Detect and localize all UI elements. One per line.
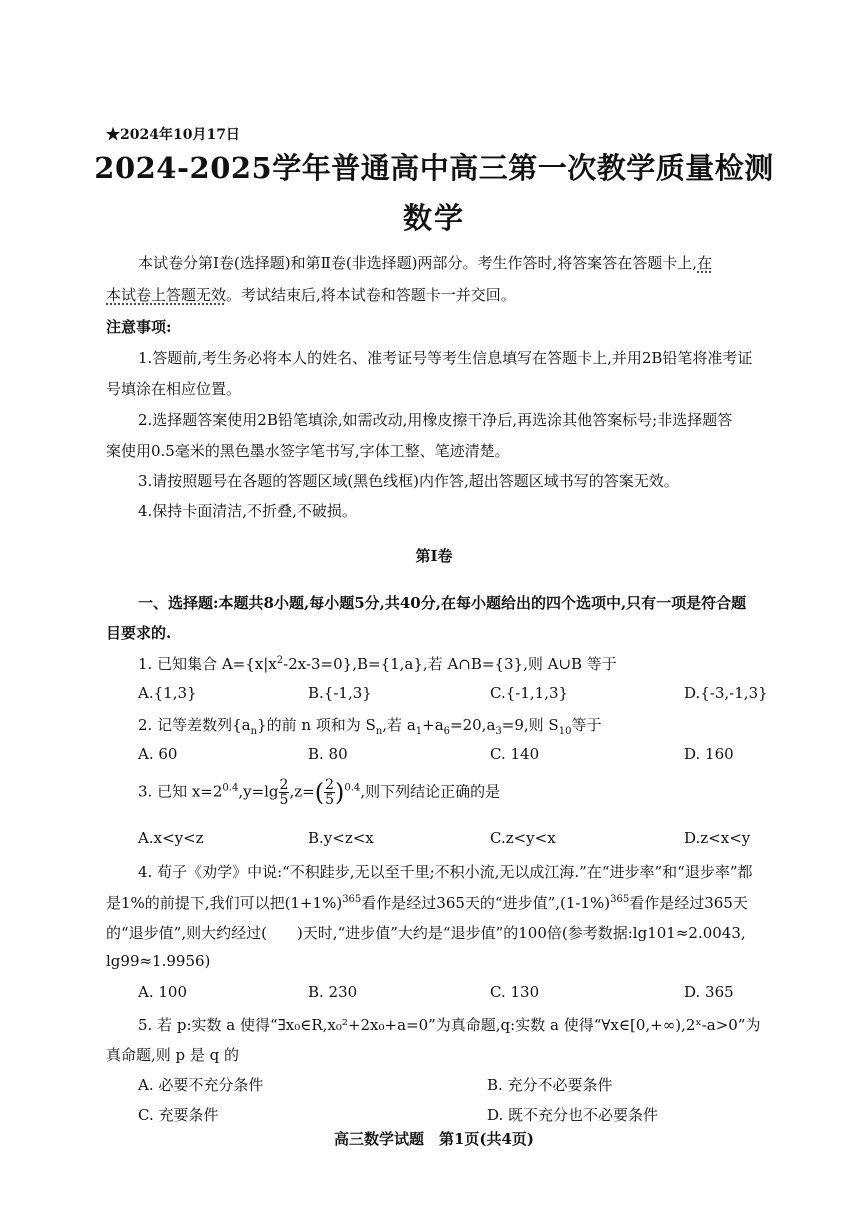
page-footer: 高三数学试题 第1页(共4页)	[333, 1130, 535, 1148]
notes-heading: 注意事项:	[106, 318, 172, 336]
q2-text: =20,a	[450, 716, 496, 734]
exam-date: ★2024年10月17日	[106, 127, 240, 143]
q4-text: 看作是经过365天	[629, 894, 748, 912]
q2-text: 等于	[571, 716, 602, 734]
q2-subscript: n	[375, 726, 383, 737]
q3-fraction	[324, 778, 335, 807]
note-3: 3.请按照题号在各题的答题区域(黑色线框)内作答,超出答题区域书写的答案无效。	[138, 472, 679, 490]
q4-option-d: D. 365	[684, 983, 734, 1001]
note-1b: 号填涂在相应位置。	[106, 380, 242, 398]
q3-option-d: D.z<x<y	[684, 829, 751, 847]
q2-option-c: C. 140	[490, 745, 540, 763]
question-2-stem	[138, 714, 601, 737]
exam-title: 2024-2025学年普通高中高三第一次教学质量检测	[94, 151, 774, 185]
q3-exponent: 0.4	[222, 782, 239, 794]
q1-text: 1. 已知集合 A={x|x	[138, 655, 277, 673]
question-5-line-2: 真命题,则 p 是 q 的	[106, 1046, 240, 1064]
q1-exponent: 2	[276, 655, 284, 666]
q3-paren-close: )	[335, 778, 345, 807]
q5-option-a: A. 必要不充分条件	[138, 1076, 264, 1094]
q3-option-a: A.x<y<z	[138, 829, 204, 847]
q2-text: 2. 记等差数列{a	[138, 716, 251, 734]
q4-option-b: B. 230	[308, 983, 358, 1001]
q2-text: ,若 a	[382, 716, 416, 734]
q2-subscript: n	[250, 726, 258, 737]
question-4-line-4: lg99≈1.9956)	[106, 952, 211, 970]
section-heading-b: 目要求的.	[106, 624, 172, 642]
q1-text: -2x-3=0},B={1,a},若 A∩B={3},则 A∪B 等于	[283, 655, 617, 673]
q5-option-c: C. 充要条件	[138, 1106, 219, 1124]
q2-option-a: A. 60	[138, 745, 178, 763]
q2-subscript: 6	[443, 726, 451, 737]
q5-option-d: D. 既不充分也不必要条件	[487, 1106, 659, 1124]
q3-text: ,z=	[289, 782, 315, 801]
intro-emphasis: 本试卷上答题无效	[106, 286, 227, 304]
note-1a: 1.答题前,考生务必将本人的姓名、准考证号等考生信息填写在答题卡上,并用2B铅笔将准考证	[138, 349, 753, 367]
fraction-numerator: 2	[279, 777, 289, 793]
question-4-line-2	[106, 892, 748, 913]
q2-subscript: 10	[558, 726, 572, 737]
exam-subject: 数学	[402, 201, 465, 235]
q4-exponent: 365	[610, 894, 630, 905]
q3-exponent: 0.4	[344, 782, 361, 794]
intro-line-1	[138, 252, 712, 273]
q3-option-b: B.y<z<x	[308, 829, 374, 847]
q4-exponent: 365	[342, 894, 362, 905]
q2-option-d: D. 160	[684, 745, 734, 763]
volume-label: 第Ⅰ卷	[415, 547, 453, 565]
q3-text: ,y=lg	[238, 782, 279, 801]
q2-option-b: B. 80	[308, 745, 348, 763]
section-heading-a: 一、选择题:本题共8小题,每小题5分,共40分,在每小题给出的四个选项中,只有一项是符合题	[138, 594, 747, 612]
fraction-denominator: 5	[279, 792, 289, 808]
question-5-line-1: 5. 若 p:实数 a 使得“∃x₀∈R,x₀²+2x₀+a=0”为真命题,q:实数 a 使得“∀x∈[0,+∞),2ˣ-a>0”为	[138, 1016, 761, 1034]
fraction-denominator: 5	[325, 792, 335, 808]
q4-option-c: C. 130	[490, 983, 540, 1001]
intro-text: 。考试结束后,将本试卷和答题卡一并交回。	[226, 286, 516, 304]
question-1-stem	[138, 653, 617, 674]
q1-option-b: B.{-1,3}	[308, 684, 372, 702]
q2-text: }的前 n 项和为 S	[257, 716, 376, 734]
intro-line-2	[106, 284, 516, 305]
q2-subscript: 1	[415, 726, 423, 737]
q2-text: +a	[422, 716, 444, 734]
fraction-numerator: 2	[325, 777, 335, 793]
q4-text: 是1%的前提下,我们可以把(1+1%)	[106, 894, 343, 912]
intro-text: 本试卷分第Ⅰ卷(选择题)和第Ⅱ卷(非选择题)两部分。考生作答时,将答案答在答题卡上,	[138, 254, 698, 272]
q3-paren-open: (	[314, 778, 325, 807]
q2-text: =9,则 S	[501, 716, 559, 734]
q2-subscript: 3	[495, 726, 502, 737]
question-4-line-1: 4. 荀子《劝学》中说:“不积跬步,无以至千里;不积小流,无以成江海.”在“进步率”和“退步率”都	[138, 863, 753, 881]
q4-option-a: A. 100	[138, 983, 187, 1001]
q4-text: 看作是经过365天的“进步值”,(1-1%)	[361, 894, 611, 912]
intro-emphasis: 在	[697, 254, 713, 272]
q5-option-b: B. 充分不必要条件	[487, 1076, 613, 1094]
note-2a: 2.选择题答案使用2B铅笔填涂,如需改动,用橡皮擦干净后,再选涂其他答案标号;非选择题答	[138, 411, 733, 429]
q3-fraction	[279, 778, 290, 807]
q1-option-a: A.{1,3}	[138, 684, 197, 702]
question-4-line-3: 的“退步值”,则大约经过( )天时,“进步值”大约是“退步值”的100倍(参考数据:lg101≈2.0043,	[106, 924, 746, 942]
note-4: 4.保持卡面清洁,不折叠,不破损。	[138, 502, 357, 520]
q3-option-c: C.z<y<x	[490, 829, 556, 847]
note-2b: 案使用0.5毫米的黑色墨水签字笔书写,字体工整、笔迹清楚。	[106, 442, 510, 460]
q3-text: ,则下列结论正确的是	[360, 782, 501, 801]
q1-option-d: D.{-3,-1,3}	[684, 684, 768, 702]
question-3-stem	[138, 778, 500, 807]
q1-option-c: C.{-1,1,3}	[490, 684, 569, 702]
q3-text: 3. 已知 x=2	[138, 782, 223, 801]
